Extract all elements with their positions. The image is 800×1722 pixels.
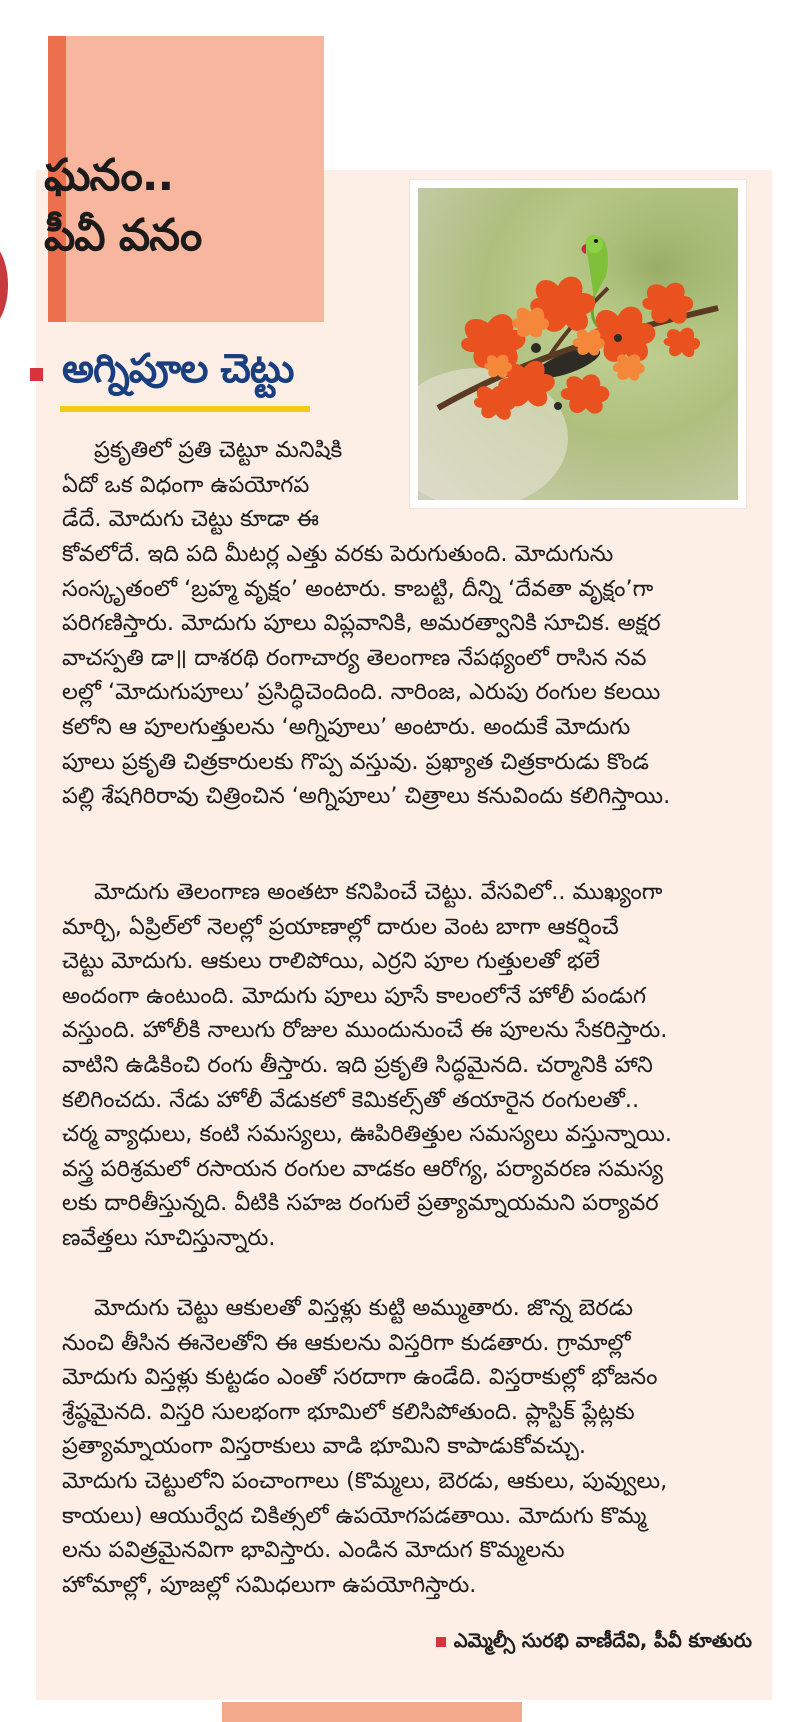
- text-line: హోమాల్లో, పూజల్లో సమిధలుగా ఉపయోగిస్తారు.: [62, 1571, 477, 1598]
- text-line: నుంచి తీసిన ఈనెలతోని ఈ ఆకులను విస్తరిగా కుడతారు. గ్రామాల్లో: [62, 1329, 631, 1356]
- byline-text: ఎమ్మెల్సీ సురభి వాణీదేవి, పీవీ కూతురు: [453, 1629, 752, 1652]
- byline-bullet: [436, 1637, 446, 1647]
- text-line: శ్రేష్ఠమైనది. విస్తరి సులభంగా భూమిలో కలిసిపోతుంది. ప్లాస్టిక్ ప్లేట్లకు: [62, 1398, 635, 1425]
- text-line: డేదే. మోదుగు చెట్టు కూడా ఈ: [62, 506, 319, 533]
- bottom-decoration-bar: [222, 1702, 522, 1722]
- text-line: ఏదో ఒక విధంగా ఉపయోగప: [62, 471, 310, 498]
- photo-frame: [410, 180, 746, 508]
- text-line: మార్చి, ఏప్రిల్‌లో నెలల్లో ప్రయాణాల్లో దారుల వెంట బాగా ఆకర్షించే: [62, 913, 619, 940]
- text-line: వాచస్పతి డా॥ దాశరథి రంగాచార్య తెలంగాణ నేపథ్యంలో రాసిన నవ: [62, 644, 647, 671]
- headline-line-1: ఘనం..: [44, 150, 174, 201]
- section-title: అగ్నిపూల చెట్టు: [62, 346, 294, 392]
- paragraph-1-intro: [62, 433, 342, 537]
- author-byline: [436, 1629, 752, 1657]
- paragraph-1-continued: [62, 537, 670, 814]
- text-line: సంస్కృతంలో ‘బ్రహ్మ వృక్షం’ అంటారు. కాబట్టి, దీన్ని ‘దేవతా వృక్షం’గా: [62, 575, 654, 602]
- text-line: లను పవిత్రమైనవిగా భావిస్తారు. ఎండిన మోదుగ కొమ్మలను: [62, 1537, 565, 1564]
- text-line: కోవలోదే. ఇది పది మీటర్ల ఎత్తు వరకు పెరుగుతుంది. మోదుగును: [62, 541, 614, 567]
- text-line: కలిగించదు. నేడు హోలీ వేడుకలో కెమికల్స్‌తో తయారైన రంగులతో..: [62, 1086, 640, 1113]
- text-line: వస్త్ర పరిశ్రమలో రసాయన రంగుల వాడకం ఆరోగ్య, పర్యావరణ సమస్య: [62, 1155, 664, 1182]
- text-line: లల్లో ‘మోదుగుపూలు’ ప్రసిద్ధిచెందింది. నారింజ, ఎరుపు రంగుల కలయి: [62, 679, 661, 706]
- text-line: ప్రకృతిలో ప్రతి చెట్టూ మనిషికి: [94, 437, 343, 463]
- text-line: వస్తుంది. హోలీకి నాలుగు రోజుల ముందునుంచే ఈ పూలను సేకరిస్తారు.: [62, 1017, 668, 1044]
- text-line: మోదుగు తెలంగాణ అంతటా కనిపించే చెట్టు. వేసవిలో.. ముఖ్యంగా: [94, 879, 663, 905]
- text-line: లకు దారితీస్తున్నది. వీటికి సహజ రంగులే ప్రత్యామ్నాయమని పర్యావర: [62, 1190, 659, 1217]
- text-line: మోదుగు చెట్టులోని పంచాంగాలు (కొమ్మలు, బెరడు, ఆకులు, పువ్వులు,: [62, 1467, 668, 1494]
- text-line: పూలు ప్రకృతి చిత్రకారులకు గొప్ప వస్తువు. ప్రఖ్యాత చిత్రకారుడు కొండ: [62, 748, 649, 775]
- section-underline: [60, 406, 310, 412]
- headline-line-2: పీవీ వనం: [44, 210, 202, 261]
- text-line: కలోని ఆ పూలగుత్తులను ‘అగ్నిపూలు’ అంటారు. అందుకే మోదుగు: [62, 713, 631, 740]
- text-line: మోదుగు చెట్టు ఆకులతో విస్తళ్లు కుట్టి అమ్ముతారు. జొన్న బెరడు: [94, 1295, 633, 1321]
- paragraph-3: [62, 1291, 667, 1602]
- text-line: ప్రత్యామ్నాయంగా విస్తరాకులు వాడి భూమిని కాపాడుకోవచ్చు.: [62, 1433, 587, 1460]
- text-line: ణవేత్తలు సూచిస్తున్నారు.: [62, 1224, 276, 1251]
- paragraph-2: [62, 875, 672, 1256]
- text-line: చర్మ వ్యాధులు, కంటి సమస్యలు, ఊపిరితిత్తుల సమస్యలు వస్తున్నాయి.: [62, 1121, 672, 1148]
- text-line: అందంగా ఉంటుంది. మోదుగు పూలు పూసే కాలంలోనే హోలీ పండుగ: [62, 982, 647, 1009]
- text-line: కాయలు) ఆయుర్వేద చికిత్సలో ఉపయోగపడతాయి. మోదుగు కొమ్మ: [62, 1502, 647, 1529]
- text-line: మోదుగు విస్తళ్లు కుట్టడం ఎంతో సరదాగా ఉండేది. విస్తరాకుల్లో భోజనం: [62, 1364, 658, 1391]
- text-line: వాటిని ఉడికించి రంగు తీస్తారు. ఇది ప్రకృతి సిద్ధమైనది. చర్మానికి హాని: [62, 1051, 653, 1078]
- section-bullet: [30, 368, 43, 381]
- flame-of-forest-photo: [418, 188, 738, 500]
- left-edge-decoration: [0, 240, 8, 330]
- text-line: పల్లి శేషగిరిరావు చిత్రించిన ‘అగ్నిపూలు’ చిత్రాలు కనువిందు కలిగిస్తాయి.: [62, 783, 671, 810]
- text-line: చెట్టు మోదుగు. ఆకులు రాలిపోయి, ఎర్రని పూల గుత్తులతో భలే: [62, 948, 600, 975]
- text-line: పరిగణిస్తారు. మోదుగు పూలు విప్లవానికి, అమరత్వానికి సూచిక. అక్షర: [62, 610, 661, 637]
